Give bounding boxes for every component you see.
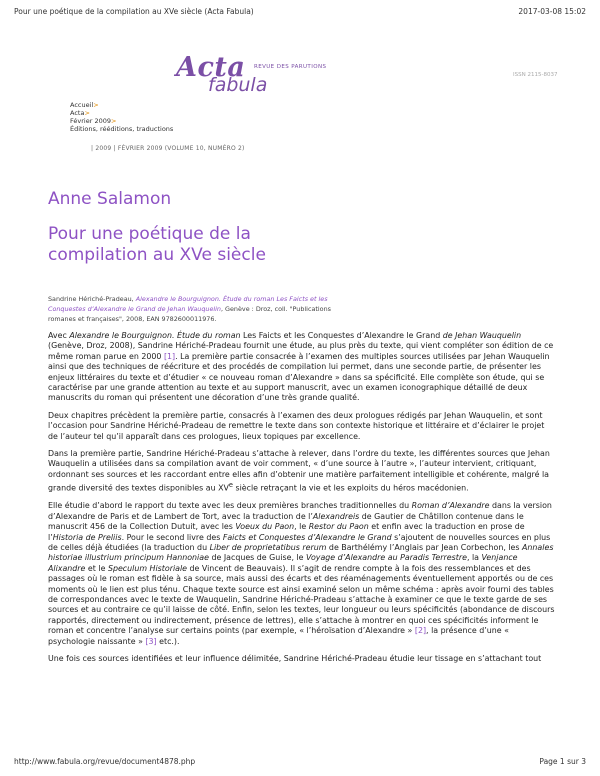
- logo-tagline: REVUE DES PARUTIONS: [254, 64, 327, 70]
- issn: ISSN 2115-8037: [513, 72, 558, 78]
- article-author[interactable]: Anne Salamon: [48, 189, 172, 209]
- text-run: (Genève, Droz, 2008), Sandrine Hériché-Pradeau fournit une étude, au plus près du texte, qui vient compléter son édition de ce même roman parue en 2000: [48, 341, 554, 361]
- text-run: Avec: [48, 331, 70, 340]
- paragraph-2: Deux chapitres précèdent la première partie, consacrés à l’examen des deux prologues rédigés par Jehan Wauquelin, et sont l’occasion pour Sandrine Hériché-Pradeau de remettre le texte dans son contexte historique et littéraire et d’éclairer le projet de l’auteur tel qu’il apparaît dans ces prologues, lieux topiques par excellence.: [48, 410, 545, 441]
- text-run: Les Faicts et les Conquestes d’Alexandre le Grand: [240, 331, 443, 340]
- breadcrumb-separator-icon: >: [93, 101, 99, 109]
- text-run-italic: Alexandre le Bourguignon. Étude du roman: [69, 331, 241, 340]
- text-run-italic: Liber de proprietatibus rerum: [209, 542, 327, 552]
- text-run-italic: Voeux du Paon: [235, 522, 295, 532]
- paragraph-3: [48, 449, 556, 494]
- breadcrumb-issue[interactable]: Février 2009: [70, 117, 111, 125]
- article-title: Pour une poétique de la compilation au XVe siècle: [48, 224, 266, 265]
- text-run: et le: [85, 563, 108, 573]
- text-run: Dans la première partie, Sandrine Hériché-Pradeau s’attache à relever, dans l’ordre du texte, les différentes sources que Jehan Wauquelin a utilisées dans sa compilation avant de voir comment, « d’une source à l’autre », l’auteur intervient, critiquant, ordonnant ses sources et les raccordant entre elles afin d’obtenir une matière parfaitement intelligible et cohérente, malgré la grande diversité des textes disponibles au XV: [48, 449, 550, 493]
- logo-acta: Acta: [176, 52, 246, 83]
- text-run: de Jacques de Guise, le: [208, 553, 307, 563]
- breadcrumb-section[interactable]: Éditions, rééditions, traductions: [70, 125, 174, 133]
- print-header-title: Pour une poétique de la compilation au XVe siècle (Acta Fabula): [14, 7, 254, 16]
- acta-fabula-logo[interactable]: [176, 52, 376, 96]
- text-run-italic: Speculum Historiale: [107, 563, 188, 573]
- reference-prefix: Sandrine Hériché-Pradeau,: [48, 295, 136, 303]
- breadcrumb-home[interactable]: Accueil: [70, 101, 94, 109]
- reference-suffix: , Genève : Droz, coll. "Publications romanes et françaises", 2008, EAN 9782600011976.: [48, 305, 331, 323]
- print-footer-url: http://www.fabula.org/revue/document4878.php: [14, 757, 196, 766]
- reference-link[interactable]: Alexandre le Bourguignon. Étude du roman Les Faicts et les Conquestes d’Alexandre le Grand de Jehan Wauquelin: [48, 295, 328, 313]
- print-header-datetime: 2017-03-08 15:02: [518, 7, 586, 16]
- text-run: Elle étudie d’abord le rapport du texte avec les deux premières branches traditionnelles du: [48, 501, 412, 511]
- article-body: [48, 331, 556, 671]
- text-run-italic: de Jehan Wauquelin: [442, 331, 522, 340]
- text-run-italic: Annales historiae illustrium principum Hannoniae: [48, 542, 554, 563]
- logo-fabula: fabula: [208, 74, 268, 96]
- paragraph-1: [48, 331, 556, 404]
- paragraph-5: Une fois ces sources identifiées et leur influence délimitée, Sandrine Hériché-Pradeau étudie leur tissage en s’attachant tout: [48, 654, 542, 663]
- text-run: , le: [294, 522, 309, 532]
- text-run: siècle retraçant la vie et les exploits du héros macédonien.: [232, 483, 469, 493]
- text-run: de Gautier de Châtillon contenue dans le manuscrit 456 de la Collection Dutuit, avec les: [48, 511, 524, 532]
- text-run: . La première partie consacrée à l’examen des multiples sources utilisées par Jehan Wauquelin ainsi que des techniques de réécriture et des procédés de compilation lui permet, dans une seconde partie, de présenter les enjeux littéraires du texte et d’étudier « ce nouveau roman d’Alexandre » dans sa spécificité. Elle complète son étude, qui se caractérise par une grande attention au texte et au support manuscrit, avec un examen iconographique détaillé de deux manuscrits du roman qui présentent une décoration d’une très grande qualité.: [48, 351, 550, 403]
- superscript: e: [228, 481, 233, 490]
- text-run: et enfin avec la traduction en prose de l’: [48, 522, 525, 542]
- text-run: etc.).: [156, 636, 180, 646]
- text-run: s’ajoutent de nouvelles sources en plus de celles déjà étudiées (la traduction du: [48, 532, 551, 552]
- book-reference: [48, 294, 338, 324]
- text-run: , la présence d’une « psychologie naissante »: [48, 626, 509, 646]
- text-run-italic: Restor du Paon: [308, 522, 369, 532]
- text-run-italic: Historia de Preliis: [52, 532, 122, 542]
- text-run-italic: Faicts et Conquestes d’Alexandre le Grand: [222, 532, 392, 542]
- text-run-italic: Roman d’Alexandre: [411, 501, 490, 511]
- text-run-italic: Venjance Alixandre: [48, 553, 518, 573]
- breadcrumb-acta[interactable]: Acta: [70, 109, 85, 117]
- text-run: dans la version d’Alexandre de Paris et de Lambert de Tort, avec la traduction de l’: [48, 501, 552, 521]
- text-run: de Barthélémy l’Anglais par Jean Corbechon, les: [326, 542, 523, 552]
- text-run-italic: Voyage d’Alexandre au Paradis Terrestre: [306, 553, 467, 563]
- breadcrumb-separator-icon: >: [111, 117, 117, 125]
- issue-line: | 2009 | FÉVRIER 2009 (VOLUME 10, NUMÉRO 2): [91, 145, 245, 152]
- footnote-link-2[interactable]: [2]: [414, 626, 427, 636]
- breadcrumb: [70, 101, 173, 133]
- text-run: . Pour le second livre des: [121, 532, 223, 542]
- footnote-link-1[interactable]: [1]: [163, 351, 176, 361]
- breadcrumb-separator-icon: >: [84, 109, 90, 117]
- print-footer-page: Page 1 sur 3: [539, 757, 586, 766]
- text-run: de Vincent de Beauvais). Il s’agit de rendre compte à la fois des ressemblances et des passages où le roman est fidèle à sa source, mais aussi des écarts et des réaménagements éventuellement apportés ou de ces moments où le lien est plus ténu. Chaque texte source est ainsi examiné selon un même schéma : après avoir fourni des tables de correspondances avec le texte de Wauquelin, Sandrine Hériché-Pradeau s’attache à examiner ce que le texte garde de ses sources et au contraire ce qu’il laisse de côté. Enfin, selon les textes, leur longueur ou leurs spécificités (abondance de discours rapportés, directement ou indirectement, présence de lettres), elle s’attache à montrer en quoi ces spécificités informent le roman et concentre l’analyse sur certains points (par exemple, « l’héroïsation d’Alexandre »: [48, 563, 555, 636]
- paragraph-4: [48, 501, 556, 647]
- footnote-link-3[interactable]: [3]: [145, 636, 157, 646]
- text-run-italic: Alexandreis: [312, 511, 360, 521]
- text-run: , la: [466, 553, 482, 563]
